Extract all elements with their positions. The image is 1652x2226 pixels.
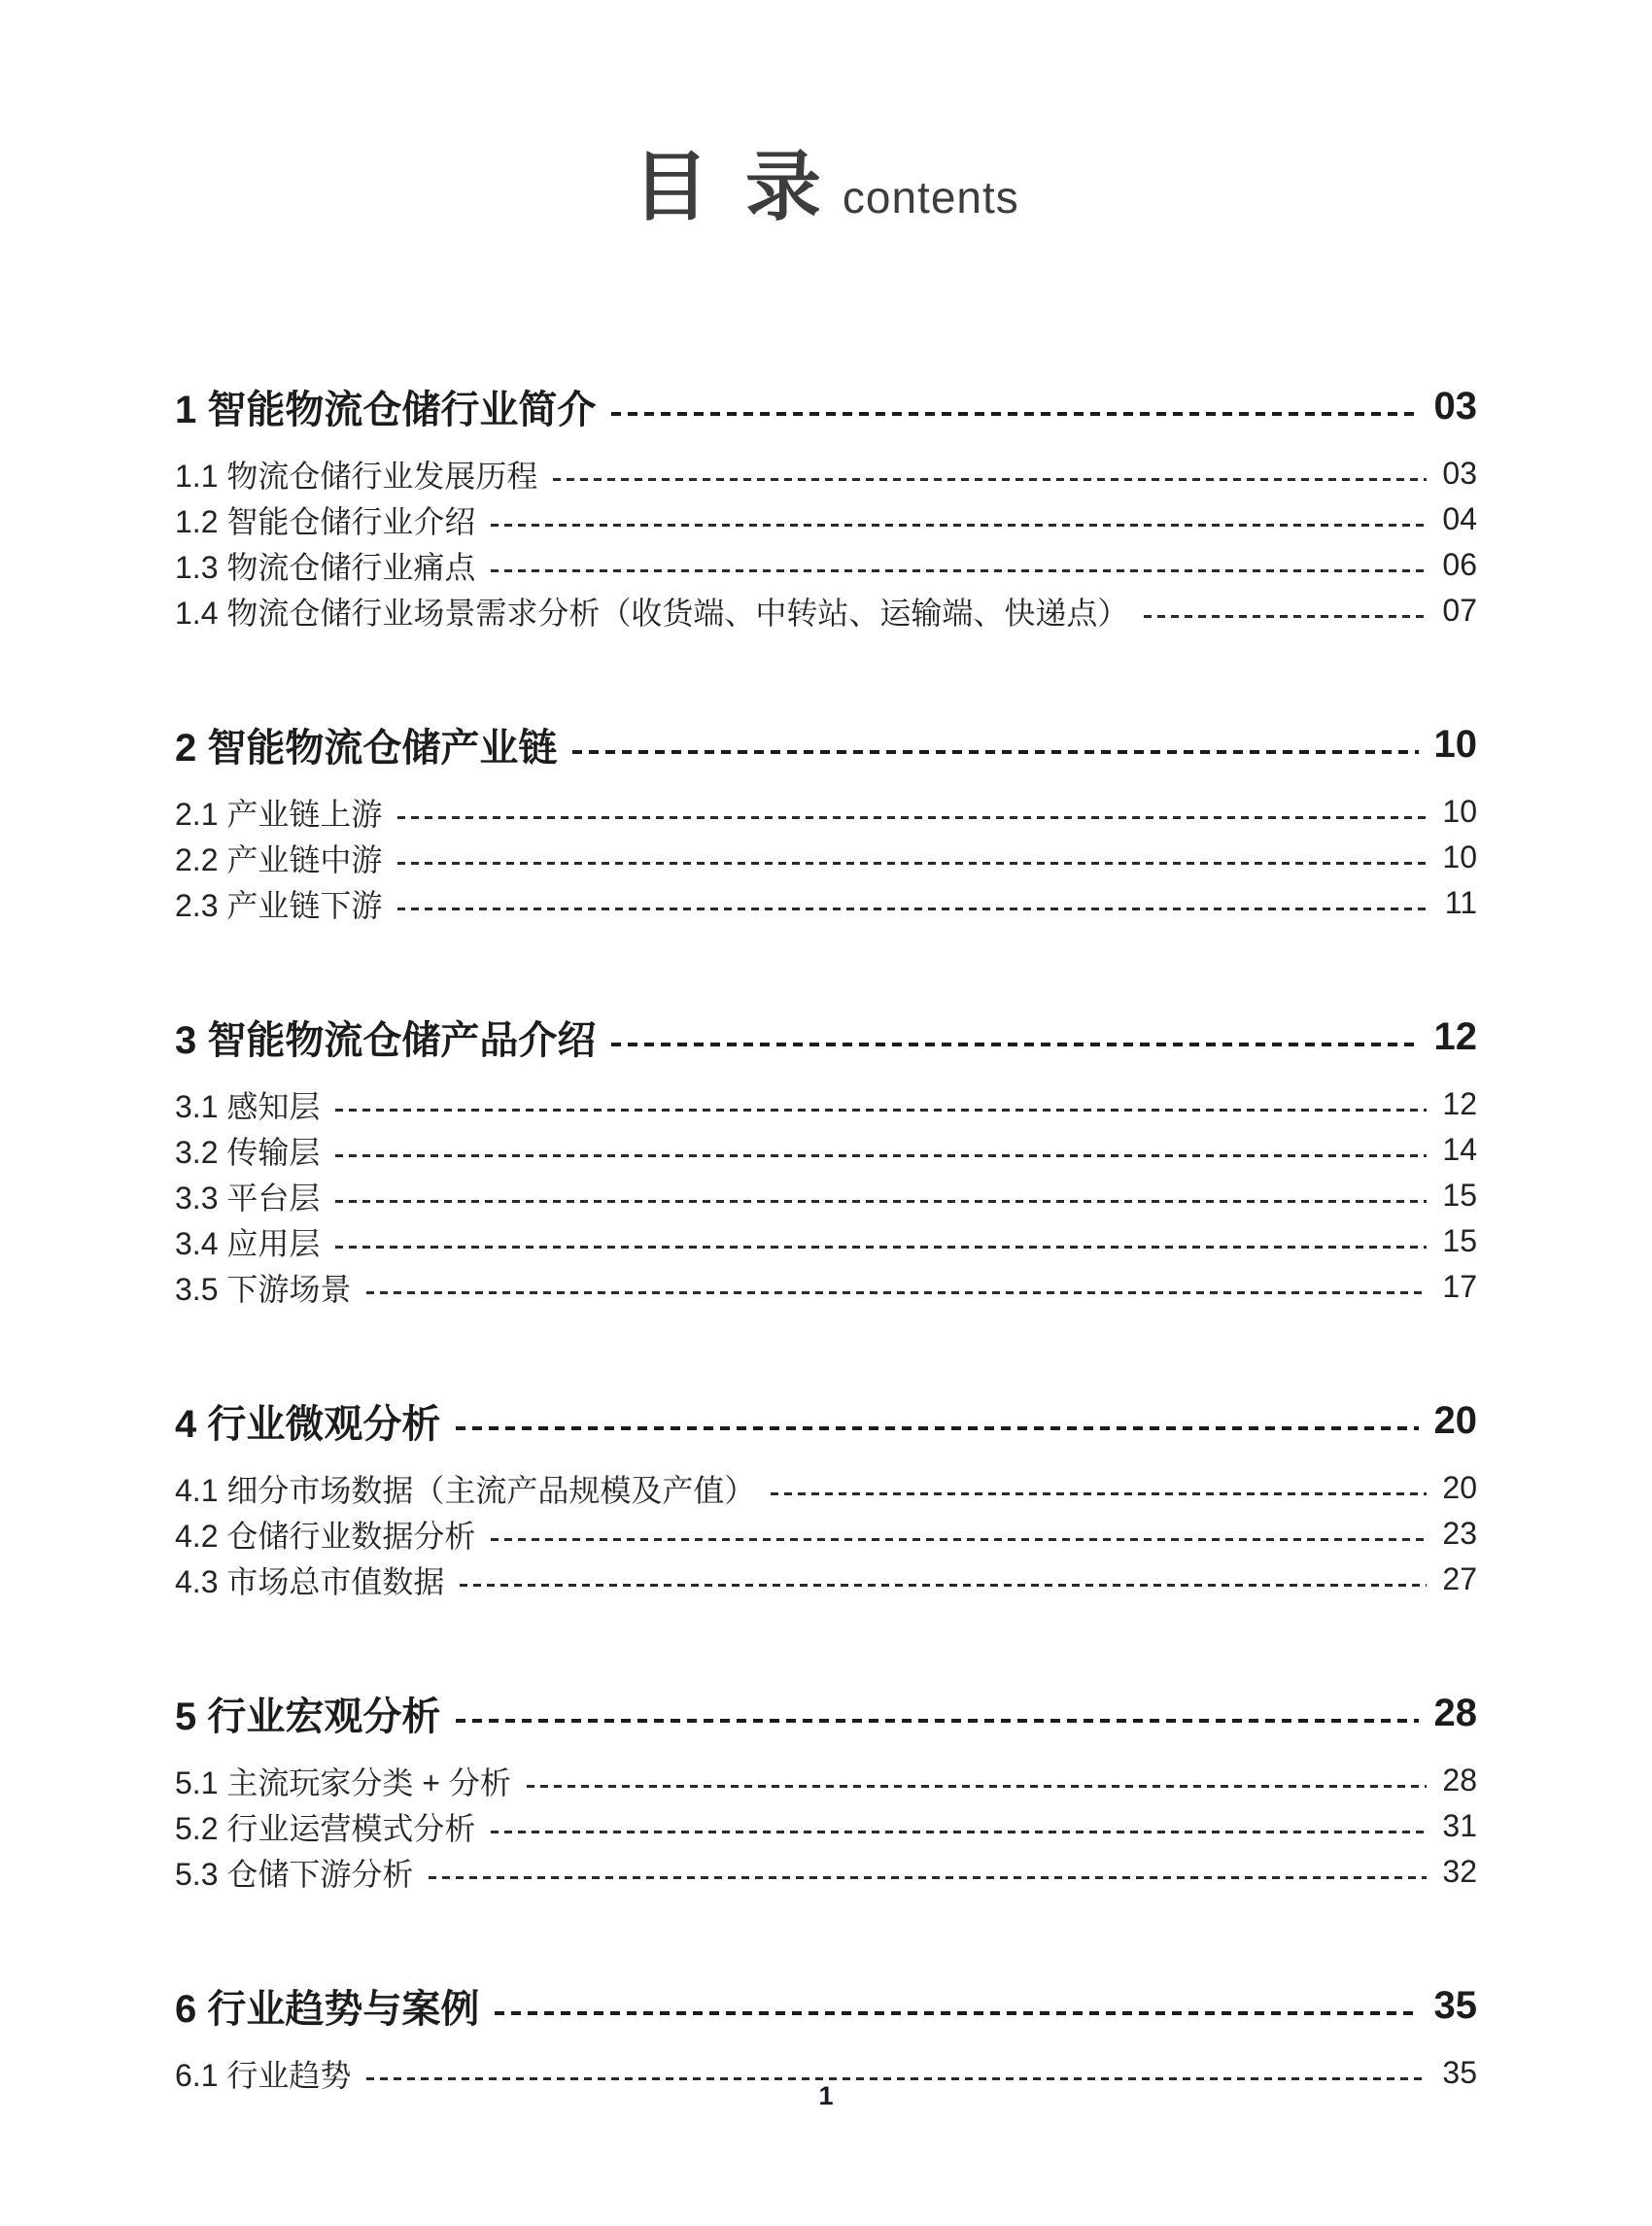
dashed-leader — [495, 2011, 1418, 2015]
dashed-leader — [491, 569, 1427, 572]
toc-entry-page-number: 10 — [1442, 839, 1477, 874]
toc-entry-label: 3.5 下游场景 — [175, 1271, 352, 1307]
dashed-leader — [397, 908, 1428, 910]
toc-entry — [175, 1465, 1477, 1511]
dashed-leader — [397, 862, 1427, 865]
toc-entry-label: 1.2 智能仓储行业介绍 — [175, 503, 476, 539]
toc-section-label: 3 智能物流仓储产品介绍 — [175, 1018, 597, 1062]
toc-section — [175, 1978, 1477, 2096]
toc-entry-page-number: 15 — [1442, 1223, 1477, 1258]
toc-entry-page-number: 32 — [1442, 1854, 1477, 1889]
toc-entry-page-number: 10 — [1442, 794, 1477, 829]
toc-entry-label: 4.3 市场总市值数据 — [175, 1563, 445, 1599]
toc-entry — [175, 451, 1477, 497]
toc-entry-page-number: 31 — [1442, 1808, 1477, 1843]
dashed-leader — [1144, 615, 1427, 618]
toc-entry-label: 5.2 行业运营模式分析 — [175, 1810, 476, 1846]
toc-entry-page-number: 23 — [1442, 1516, 1477, 1551]
toc-section-heading — [175, 1978, 1477, 2033]
toc-entry — [175, 1218, 1477, 1264]
toc-entry — [175, 542, 1477, 588]
toc-entry — [175, 880, 1477, 926]
toc-entry-page-number: 35 — [1442, 2055, 1477, 2090]
dashed-leader — [456, 1719, 1418, 1723]
toc-entry-label: 1.1 物流仓储行业发展历程 — [175, 458, 538, 494]
dashed-leader — [460, 1584, 1427, 1587]
toc-entry-label: 2.1 产业链上游 — [175, 796, 383, 832]
toc-entry-page-number: 14 — [1442, 1132, 1477, 1167]
toc-entry-page-number: 27 — [1442, 1561, 1477, 1596]
toc-entry — [175, 1173, 1477, 1218]
toc-entry-page-number: 15 — [1442, 1178, 1477, 1213]
dashed-leader — [456, 1426, 1418, 1430]
toc-entry — [175, 1264, 1477, 1310]
dashed-leader — [335, 1200, 1427, 1203]
toc-entry-page-number: 07 — [1442, 593, 1477, 628]
toc-entry-label: 2.2 产业链中游 — [175, 841, 383, 877]
dashed-leader — [771, 1492, 1427, 1495]
toc-entry-page-number: 11 — [1444, 885, 1477, 920]
toc-section-page-number: 28 — [1433, 1691, 1477, 1734]
toc-section-heading — [175, 1393, 1477, 1448]
toc-entry — [175, 1758, 1477, 1803]
title-english: contents — [842, 172, 1019, 223]
toc-section-label: 1 智能物流仓储行业简介 — [175, 388, 597, 431]
dashed-leader — [366, 2077, 1427, 2080]
dashed-leader — [572, 750, 1418, 754]
dashed-leader — [397, 816, 1427, 819]
toc-section-page-number: 35 — [1433, 1983, 1477, 2027]
toc-entry-label: 3.4 应用层 — [175, 1225, 321, 1261]
toc-section — [175, 1393, 1477, 1602]
toc-section — [175, 1686, 1477, 1895]
toc-entry-label: 4.1 细分市场数据（主流产品规模及产值） — [175, 1472, 756, 1508]
toc-section-heading — [175, 379, 1477, 433]
toc-entry-label: 3.1 感知层 — [175, 1088, 321, 1124]
toc-entry — [175, 1803, 1477, 1849]
toc-section-label: 5 行业宏观分析 — [175, 1695, 441, 1738]
toc-entry-page-number: 17 — [1442, 1269, 1477, 1304]
toc-entry — [175, 588, 1477, 634]
toc-entry-label: 5.3 仓储下游分析 — [175, 1856, 414, 1892]
title-chinese: 目 录 — [633, 144, 829, 229]
toc-entry — [175, 1557, 1477, 1602]
dashed-leader — [553, 478, 1427, 481]
toc-list — [175, 379, 1477, 2096]
page-title — [175, 126, 1477, 235]
toc-entry — [175, 835, 1477, 880]
dashed-leader — [335, 1154, 1427, 1157]
toc-entry-label: 4.2 仓储行业数据分析 — [175, 1518, 476, 1554]
toc-entry-page-number: 28 — [1442, 1763, 1477, 1798]
toc-section-page-number: 10 — [1433, 722, 1477, 766]
toc-entry-page-number: 12 — [1442, 1086, 1477, 1121]
dashed-leader — [491, 1831, 1427, 1833]
toc-entry — [175, 789, 1477, 835]
dashed-leader — [611, 412, 1418, 416]
toc-entry — [175, 1127, 1477, 1173]
toc-section-label: 4 行业微观分析 — [175, 1402, 441, 1446]
toc-section-heading — [175, 717, 1477, 771]
toc-entry-page-number: 04 — [1442, 501, 1477, 536]
toc-section — [175, 379, 1477, 634]
page-number-footer: 1 — [818, 2081, 834, 2110]
toc-section-label: 2 智能物流仓储产业链 — [175, 726, 558, 770]
toc-entry-label: 1.4 物流仓储行业场景需求分析（收货端、中转站、运输端、快递点） — [175, 595, 1129, 631]
toc-entry-label: 5.1 主流玩家分类 + 分析 — [175, 1764, 511, 1800]
toc-section-page-number: 03 — [1433, 384, 1477, 428]
toc-entry-page-number: 20 — [1442, 1470, 1477, 1505]
dashed-leader — [429, 1876, 1427, 1879]
toc-entry — [175, 497, 1477, 542]
toc-section-page-number: 12 — [1433, 1014, 1477, 1058]
dashed-leader — [491, 524, 1427, 527]
toc-entry — [175, 1081, 1477, 1127]
toc-entry — [175, 1511, 1477, 1557]
toc-section-heading — [175, 1686, 1477, 1740]
dashed-leader — [366, 1291, 1427, 1294]
dashed-leader — [335, 1246, 1427, 1249]
dashed-leader — [527, 1785, 1428, 1788]
toc-section-page-number: 20 — [1433, 1398, 1477, 1442]
dashed-leader — [611, 1043, 1418, 1046]
toc-entry — [175, 1849, 1477, 1895]
toc-entry-label: 1.3 物流仓储行业痛点 — [175, 549, 476, 585]
dashed-leader — [335, 1109, 1427, 1112]
toc-entry-page-number: 03 — [1442, 456, 1477, 491]
toc-entry-label: 2.3 产业链下游 — [175, 887, 383, 923]
toc-entry-label: 6.1 行业趋势 — [175, 2057, 352, 2093]
dashed-leader — [491, 1538, 1427, 1541]
toc-section — [175, 717, 1477, 926]
toc-entry-label: 3.2 传输层 — [175, 1134, 321, 1170]
toc-entry-label: 3.3 平台层 — [175, 1180, 321, 1216]
toc-section-label: 6 行业趋势与案例 — [175, 1987, 480, 2031]
toc-section-heading — [175, 1010, 1477, 1064]
toc-section — [175, 1010, 1477, 1310]
toc-entry-page-number: 06 — [1442, 547, 1477, 582]
